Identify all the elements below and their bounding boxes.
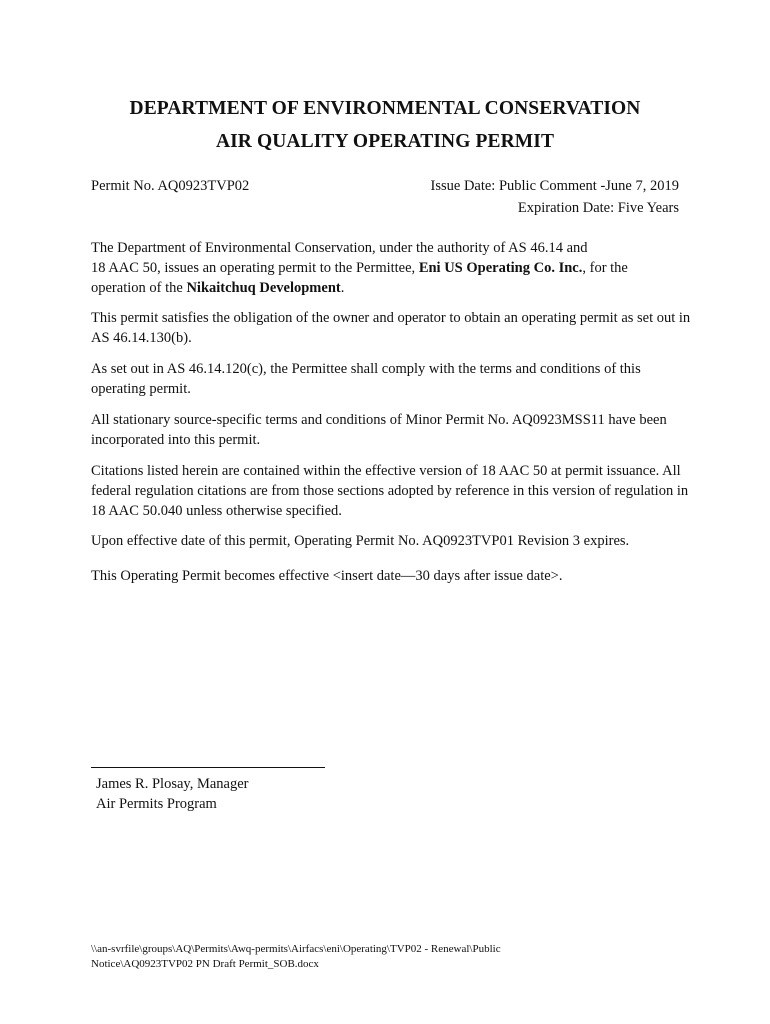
compliance-paragraph [91, 359, 691, 399]
file-path-footer [91, 942, 691, 972]
signature-line [91, 767, 325, 768]
obligation-text: This permit satisfies the obligation of the owner and operator to obtain an operating permit as set out in AS 46.14.130(b). [91, 310, 691, 346]
intro-text-e: . [340, 280, 345, 296]
effective-paragraph [91, 566, 691, 586]
compliance-text: As set out in AS 46.14.120(c), the Permittee shall comply with the terms and conditions of this operating permit. [91, 361, 641, 397]
effective-text: This Operating Permit becomes effective <insert date—30 days after issue date>. [91, 568, 563, 584]
expiry-text: Upon effective date of this permit, Operating Permit No. AQ0923TVP01 Revision 3 expires. [91, 533, 630, 549]
intro-text-c: , for the [582, 260, 628, 276]
intro-text-d: operation of the [91, 280, 187, 296]
file-path-line2: Notice\AQ0923TVP02 PN Draft Permit_SOB.docx [91, 958, 319, 970]
minor-permit-paragraph [91, 410, 691, 450]
department-title: DEPARTMENT OF ENVIRONMENTAL CONSERVATION [129, 98, 641, 119]
signatory-name: James R. Plosay, Manager [96, 776, 249, 792]
intro-paragraph [91, 238, 691, 298]
expiry-paragraph [91, 531, 691, 551]
expiration-date: Expiration Date: Five Years [517, 200, 679, 216]
signatory-program: Air Permits Program [96, 796, 217, 812]
permit-number: Permit No. AQ0923TVP02 [91, 178, 250, 194]
intro-text-b: 18 AAC 50, issues an operating permit to the Permittee, [91, 260, 419, 276]
intro-text-a: The Department of Environmental Conservation, under the authority of AS 46.14 and [91, 240, 588, 256]
obligation-paragraph [91, 308, 691, 348]
issue-date: Issue Date: Public Comment -June 7, 2019 [430, 178, 679, 194]
permittee-name: Eni US Operating Co. Inc. [418, 260, 583, 276]
minor-permit-text: All stationary source-specific terms and conditions of Minor Permit No. AQ0923MSS11 have been incorporated into this permit. [91, 412, 667, 448]
development-name: Nikaitchuq Development [186, 280, 341, 296]
citations-paragraph [91, 461, 691, 521]
permit-type-title: AIR QUALITY OPERATING PERMIT [215, 131, 555, 152]
file-path-line1: \\an-svrfile\groups\AQ\Permits\Awq-permits\Airfacs\eni\Operating\TVP02 - Renewal\Public [91, 943, 501, 955]
citations-text: Citations listed herein are contained within the effective version of 18 AAC 50 at permit issuance. All federal regulation citations are from those sections adopted by reference in this version of regulation in 18 AAC 50.040 unless otherwise specified. [91, 463, 689, 519]
